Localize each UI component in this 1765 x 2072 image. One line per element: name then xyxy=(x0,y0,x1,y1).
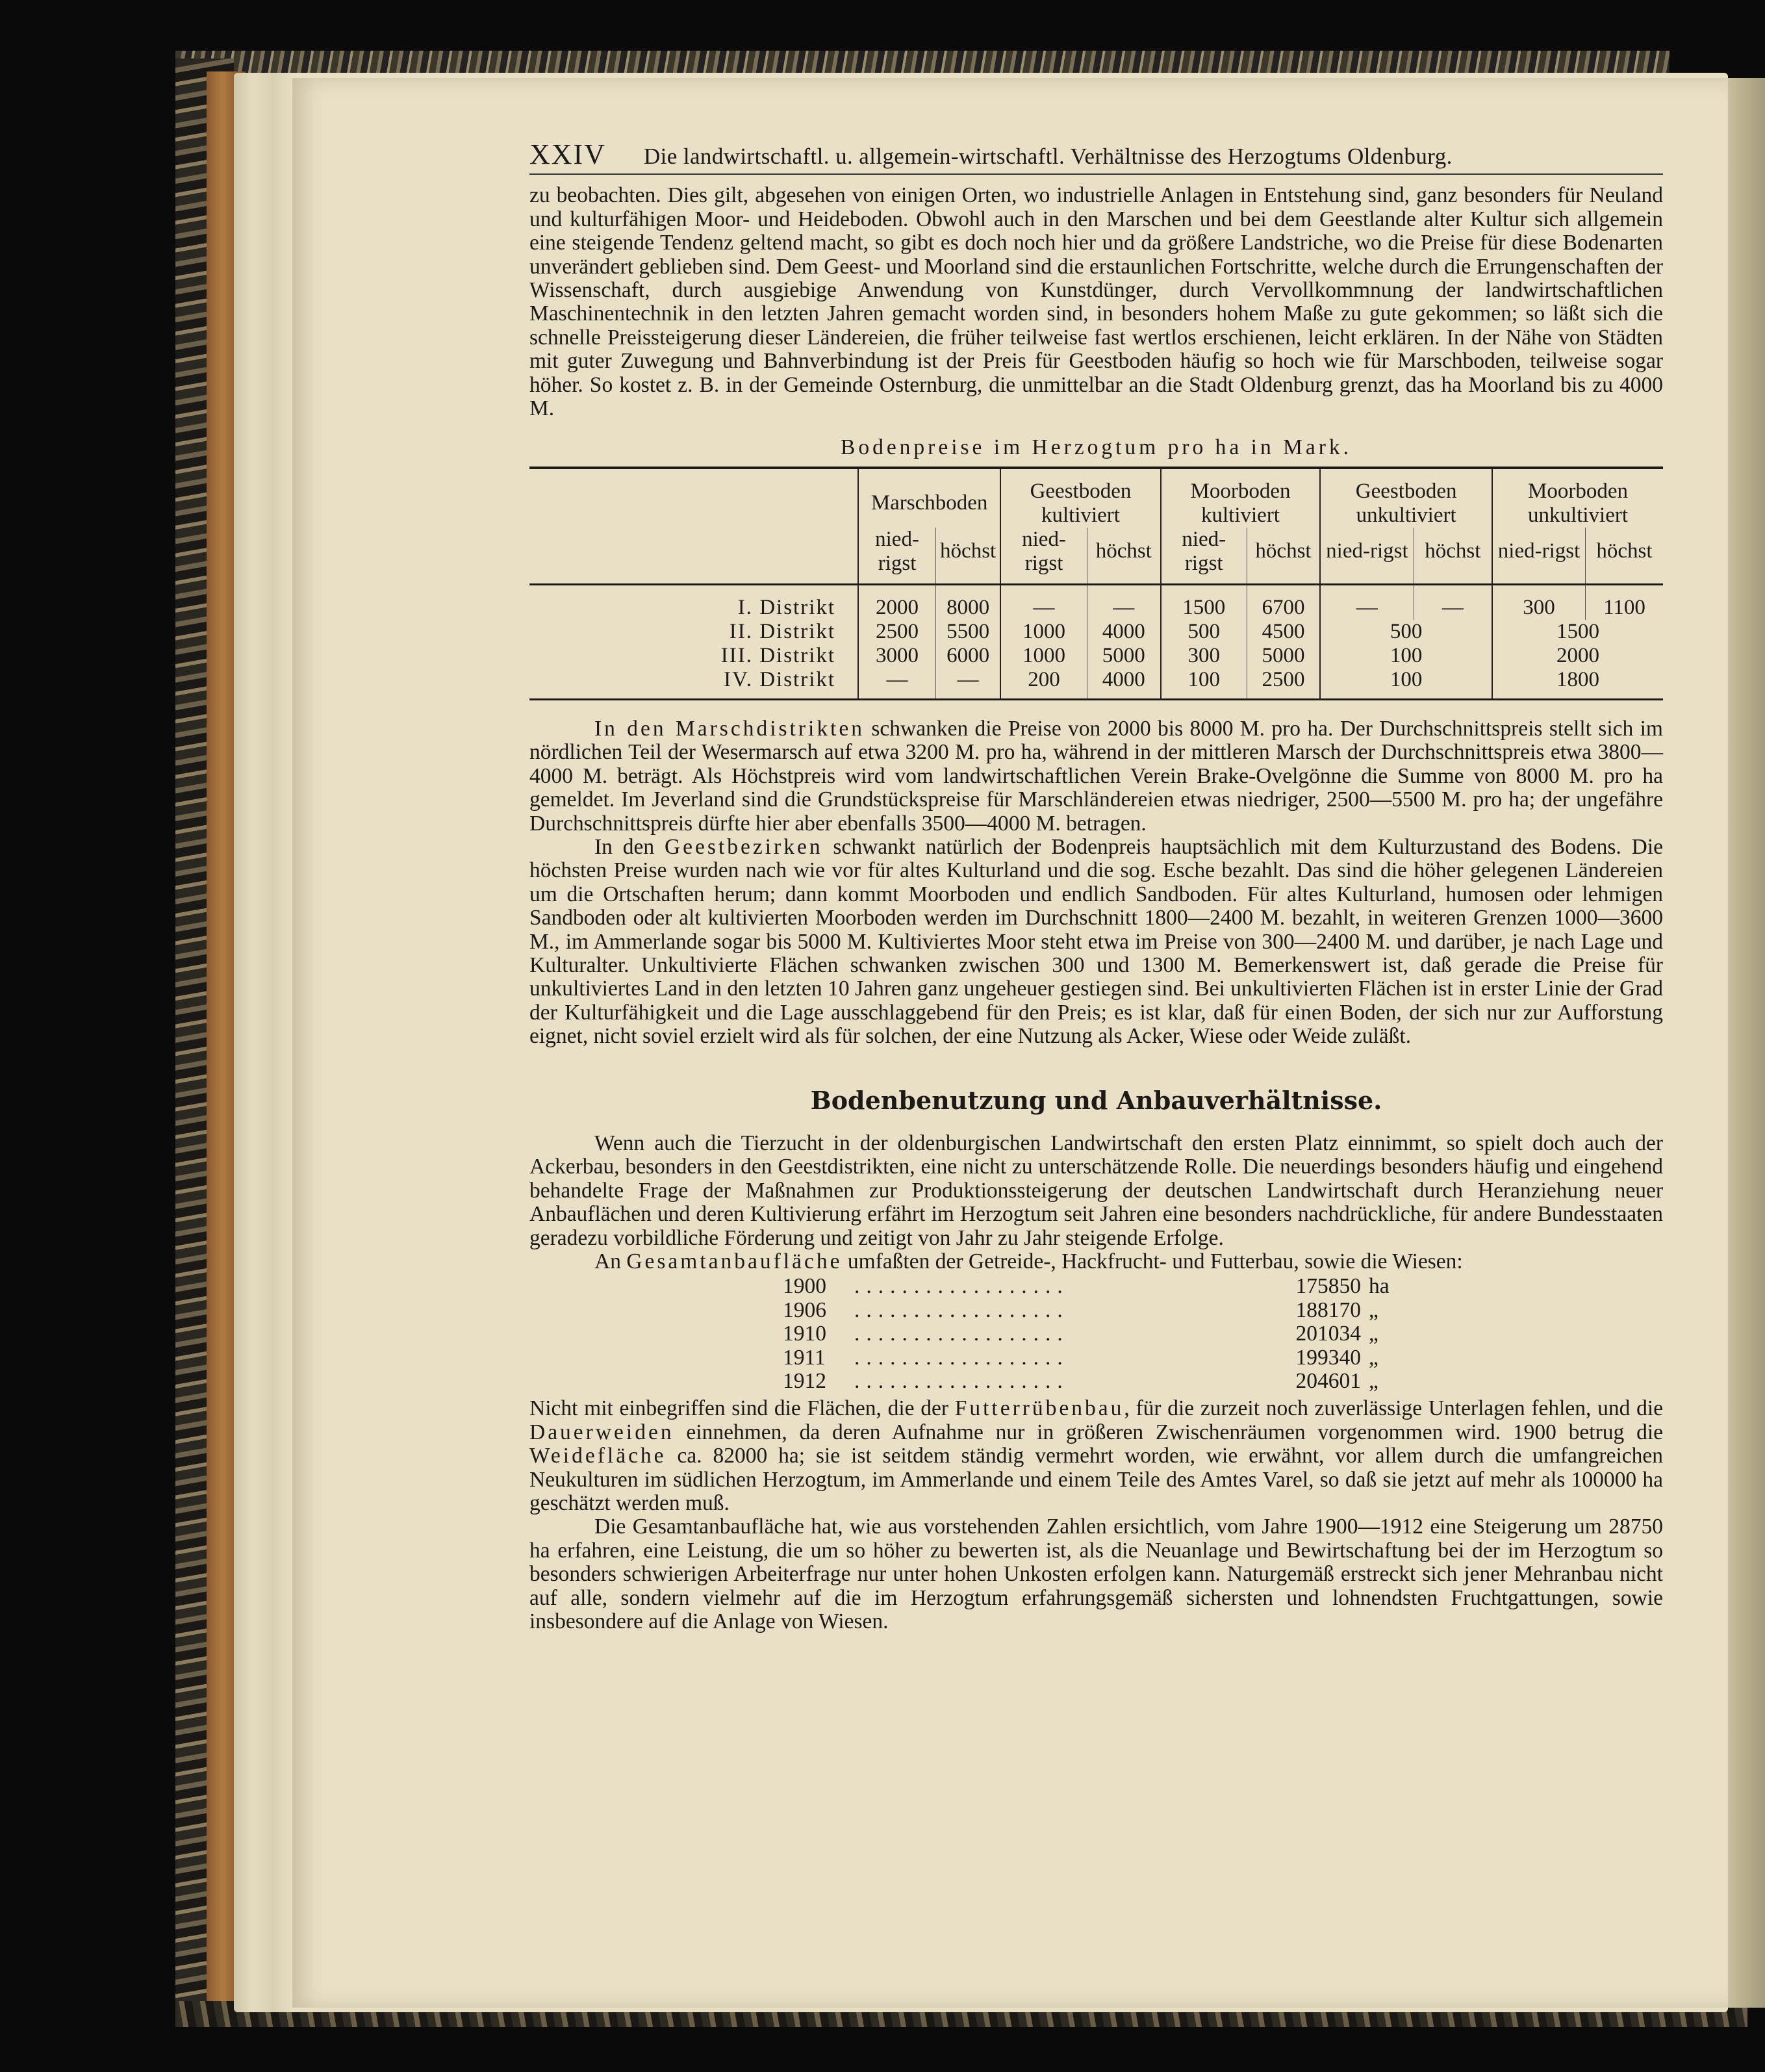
table-cell: 8000 xyxy=(936,584,1001,620)
text-run: einnehmen, da deren Aufnahme nur in größeren Zwischenräumen vorgenommen wird. 1900 betrug die xyxy=(686,1420,1663,1444)
table-cell: 2000 xyxy=(858,584,936,620)
area-unit: „ xyxy=(1369,1345,1378,1370)
list-item xyxy=(783,1275,1663,1298)
group-header: Geestboden kultiviert xyxy=(1000,468,1161,528)
page-number: XXIV xyxy=(529,138,606,170)
table-cell: 500 xyxy=(1161,620,1247,644)
table-cell: 300 xyxy=(1161,644,1247,668)
area-unit: „ xyxy=(1369,1322,1378,1346)
paragraph-7: Die Gesamtanbaufläche hat, wie aus vorstehenden Zahlen ersichtlich, vom Jahre 1900—1912 eine Steigerung um 28750 ha erfahren, eine Leistung, die um so höher zu bewerten ist, als die Neuanlage und Bewirtschaftung bei der im Herzogtum so besonders schwierigen Arbeiterfrage nur unter hohen Unkosten erfolgen kann. Naturgemäß erstreckt sich jener Mehranbau nicht auf alle, sondern vielmehr auf die im Herzogtum erfahrungsgemäß sichersten und lohnendsten Fruchtgattungen, sowie insbesondere auf die Anlage von Wiesen. xyxy=(529,1515,1663,1634)
sub-header-high: höchst xyxy=(1585,528,1663,585)
paragraph-2 xyxy=(529,717,1663,836)
text-run: schwanken die Preise von 2000 bis 8000 M. pro ha. Der Durchschnittspreis stellt sich im nördlichen Teil der Wesermarsch auf etwa 3200 M. pro ha, während in der mittleren Marsch der Durchschnittspreis etwa 3800—4000 M. beträgt. Als Höchstpreis wird vom landwirtschaftlichen Verein Brake-Ovelgönne die Summe von 8000 M. pro ha gemeldet. Im Jeverland sind die Grundstückspreise für Marschländereien etwas niedriger, 2500—5500 M. pro ha; der ungefähre Durchschnittspreis dürfte hier aber ebenfalls 3500—4000 M. betragen. xyxy=(529,716,1663,836)
year: 1910 xyxy=(783,1322,826,1346)
table-row xyxy=(529,644,1663,668)
text-run: umfaßten der Getreide-, Hackfrucht- und Futterbau, sowie die Wiesen: xyxy=(847,1249,1463,1273)
table-row xyxy=(529,668,1663,700)
section-heading: Bodenbenutzung und Anbauverhältnisse. xyxy=(810,1085,1382,1115)
sub-header-low: nied-rigst xyxy=(1161,528,1247,585)
sub-header-low: nied-rigst xyxy=(1492,528,1585,585)
table-cell: 100 xyxy=(1320,668,1492,700)
emphasis: Futterrübenbau xyxy=(954,1396,1124,1421)
area-value: 188170 xyxy=(1295,1298,1361,1322)
table-cell: 1000 xyxy=(1000,644,1087,668)
table-cell: — xyxy=(1000,584,1087,620)
area-value: 201034 xyxy=(1295,1322,1361,1346)
text-run: , für die zurzeit noch zuverlässige Unterlagen fehlen, und die xyxy=(1124,1396,1664,1421)
sub-header-low: nied-rigst xyxy=(858,528,936,585)
leader-dots: .................. xyxy=(854,1346,1069,1370)
table-cell: 1500 xyxy=(1161,584,1247,620)
emphasis: Gesamtanbaufläche xyxy=(626,1249,843,1273)
sub-header-high: höchst xyxy=(1414,528,1492,585)
list-item xyxy=(783,1322,1663,1346)
leader-dots: .................. xyxy=(854,1275,1069,1299)
leader-dots: .................. xyxy=(854,1298,1069,1322)
paragraph-4: Wenn auch die Tierzucht in der oldenburgischen Landwirtschaft den ersten Platz einnimmt, so spielt doch auch der Ackerbau, besonders in den Geestdistrikten, eine nicht zu unterschätzende Rolle. Die neuerdings besonders häufig und eingehend behandelte Frage der Maßnahmen zur Produktionssteigerung der deutschen Landwirtschaft durch Heranziehung neuer Anbauflächen und deren Kultivierung erfährt im Herzogtum seit Jahren eine besonders nachdrückliche, für andere Bundesstaaten geradezu vorbildliche Förderung und zeitigt von Jahr zu Jahr steigende Erfolge. xyxy=(529,1131,1663,1250)
table-cell: 6700 xyxy=(1247,584,1320,620)
page-right-edge xyxy=(1728,78,1765,2008)
running-header xyxy=(529,138,1663,175)
list-item xyxy=(783,1370,1663,1393)
table-cell: — xyxy=(858,668,936,700)
sub-header-high: höchst xyxy=(1087,528,1160,585)
table-cell: 100 xyxy=(1161,668,1247,700)
emphasis: Dauerweiden xyxy=(529,1420,674,1444)
emphasis: In den Marschdistrikten xyxy=(594,716,865,741)
table-cell: 6000 xyxy=(936,644,1001,668)
year: 1911 xyxy=(783,1345,826,1370)
page-content xyxy=(529,138,1664,1634)
group-header: Moorboden unkultiviert xyxy=(1492,468,1663,528)
area-value: 199340 xyxy=(1295,1345,1361,1370)
table-cell: 1500 xyxy=(1492,620,1663,644)
leader-dots: .................. xyxy=(854,1322,1069,1346)
sub-header-high: höchst xyxy=(1247,528,1320,585)
table-cell: 1000 xyxy=(1000,620,1087,644)
year: 1900 xyxy=(783,1274,826,1299)
sub-header-high: höchst xyxy=(936,528,1001,585)
table-cell: 1800 xyxy=(1492,668,1663,700)
year: 1906 xyxy=(783,1298,826,1322)
paragraph-1: zu beobachten. Dies gilt, abgesehen von einigen Orten, wo industrielle Anlagen in Entstehung sind, ganz besonders für Neuland und kulturfähigen Moor- und Heideboden. Obwohl auch in den Marschen und bei dem Geestlande alter Kultur sich allgemein eine steigende Tendenz geltend macht, so gibt es doch noch hier und da größere Landstriche, wo die Preise für diese Bodenarten unverändert geblieben sind. Dem Geest- und Moorland sind die erstaunlichen Fortschritte, welche durch die Errungenschaften der Wissenschaft, durch ausgiebige Anwendung von Kunstdünger, durch Vervollkommnung der landwirtschaftlichen Maschinentechnik in den letzten Jahren gemacht worden sind, in besonders hohem Maße zu gute gekommen; so läßt sich die schnelle Preissteigerung dieser Ländereien, die früher teilweise fast wertlos erschienen, leicht erklären. In der Nähe von Städten mit guter Zuwegung und Bahnverbindung ist der Preis für Geestboden häufig so hoch wie für Marschboden, teilweise sogar höher. So kostet z. B. in der Gemeinde Osternburg, die unmittelbar an die Stadt Oldenburg grenzt, das ha Moorland bis zu 4000 M. xyxy=(529,183,1663,421)
table-cell: 4000 xyxy=(1087,620,1160,644)
emphasis: Geestbezirken xyxy=(664,834,823,859)
table-cell: 5000 xyxy=(1087,644,1160,668)
area-unit: „ xyxy=(1369,1298,1378,1322)
area-unit: ha xyxy=(1369,1274,1390,1299)
area-unit: „ xyxy=(1369,1369,1378,1394)
table-cell: 5500 xyxy=(936,620,1001,644)
table-cell: 2500 xyxy=(858,620,936,644)
year: 1912 xyxy=(783,1369,826,1394)
sub-header-low: nied-rigst xyxy=(1000,528,1087,585)
table-cell: 2500 xyxy=(1247,668,1320,700)
row-label: IV. Distrikt xyxy=(724,667,836,691)
table-cell: — xyxy=(1414,584,1492,620)
table-cell: 300 xyxy=(1492,584,1585,620)
row-label: II. Distrikt xyxy=(729,619,836,643)
group-header: Marschboden xyxy=(858,468,1000,528)
table-caption: Bodenpreise im Herzogtum pro ha in Mark. xyxy=(840,435,1352,460)
table-cell: 200 xyxy=(1000,668,1087,700)
paragraph-3 xyxy=(529,836,1663,1049)
text-run: ca. 82000 ha; sie ist seitdem ständig vermehrt worden, wie erwähnt, vor allem durch die umfangreichen Neukulturen im südlichen Herzogtum, im Ammerlande und einem Teile des Amtes Varel, so daß sie jetzt auf mehr als 100000 ha geschätzt werden muß. xyxy=(529,1444,1663,1516)
group-header: Moorboden kultiviert xyxy=(1161,468,1321,528)
row-label: III. Distrikt xyxy=(720,643,836,667)
list-item xyxy=(783,1299,1663,1322)
group-header: Geestboden unkultiviert xyxy=(1320,468,1492,528)
sub-header-low: nied-rigst xyxy=(1320,528,1414,585)
list-item xyxy=(783,1346,1663,1370)
table-cell: — xyxy=(936,668,1001,700)
acreage-list xyxy=(783,1275,1663,1393)
running-title: Die landwirtschaftl. u. allgemein-wirtschaftl. Verhältnisse des Herzogtums Oldenburg. xyxy=(643,144,1453,169)
table-cell: 4000 xyxy=(1087,668,1160,700)
text-run: An xyxy=(594,1249,621,1273)
text-run: In den xyxy=(594,834,655,859)
table-cell: 500 xyxy=(1320,620,1492,644)
area-value: 204601 xyxy=(1295,1369,1361,1394)
emphasis: Weidefläche xyxy=(529,1444,667,1468)
paragraph-6 xyxy=(529,1397,1663,1515)
table-cell: 3000 xyxy=(858,644,936,668)
text-run: Nicht mit einbegriffen sind die Flächen, die der xyxy=(529,1396,949,1421)
table-cell: 2000 xyxy=(1492,644,1663,668)
table-cell: 1100 xyxy=(1585,584,1663,620)
table-cell: — xyxy=(1087,584,1160,620)
table-row xyxy=(529,584,1663,620)
table-cell: 4500 xyxy=(1247,620,1320,644)
table-cell: — xyxy=(1320,584,1414,620)
text-run: schwankt natürlich der Bodenpreis hauptsächlich mit dem Kulturzustand des Bodens. Die höchsten Preise wurden nach wie vor für altes Kulturland und die sog. Esche bezahlt. Das sind die höher gelegenen Ländereien um die Ortschaften herum; dann kommt Moorboden und endlich Sandboden. Für altes Kulturland, humosen oder lehmigen Sandboden oder alt kultivierten Moorboden werden im Durchschnitt 1800—2400 M. bezahlt, in weiteren Grenzen 1000—3600 M., im Ammerlande sogar bis 5000 M. Kultiviertes Moor steht etwa im Preise von 300—2400 M. und darüber, je nach Lage und Kulturalter. Unkultivierte Flächen schwanken zwischen 300 und 1300 M. Bemerkenswert ist, daß gerade die Preise für unkultiviertes Land in den letzten 10 Jahren ganz ungeheuer gestiegen sind. Bei unkultivierten Flächen ist in erster Linie der Grad der Kulturfähigkeit und die Lage ausschlaggebend für den Preis; es ist klar, daß für einen Boden, der sich nur zur Aufforstung eignet, nicht soviel erzielt wird als für solchen, der eine Nutzung als Acker, Wiese oder Weide zuläßt. xyxy=(529,834,1663,1049)
table-cell: 100 xyxy=(1320,644,1492,668)
table-row xyxy=(529,620,1663,644)
paragraph-5 xyxy=(529,1250,1663,1273)
row-label: I. Distrikt xyxy=(737,595,836,619)
leader-dots: .................. xyxy=(854,1370,1069,1394)
price-table xyxy=(529,467,1663,700)
table-cell: 5000 xyxy=(1247,644,1320,668)
area-value: 175850 xyxy=(1295,1274,1361,1299)
